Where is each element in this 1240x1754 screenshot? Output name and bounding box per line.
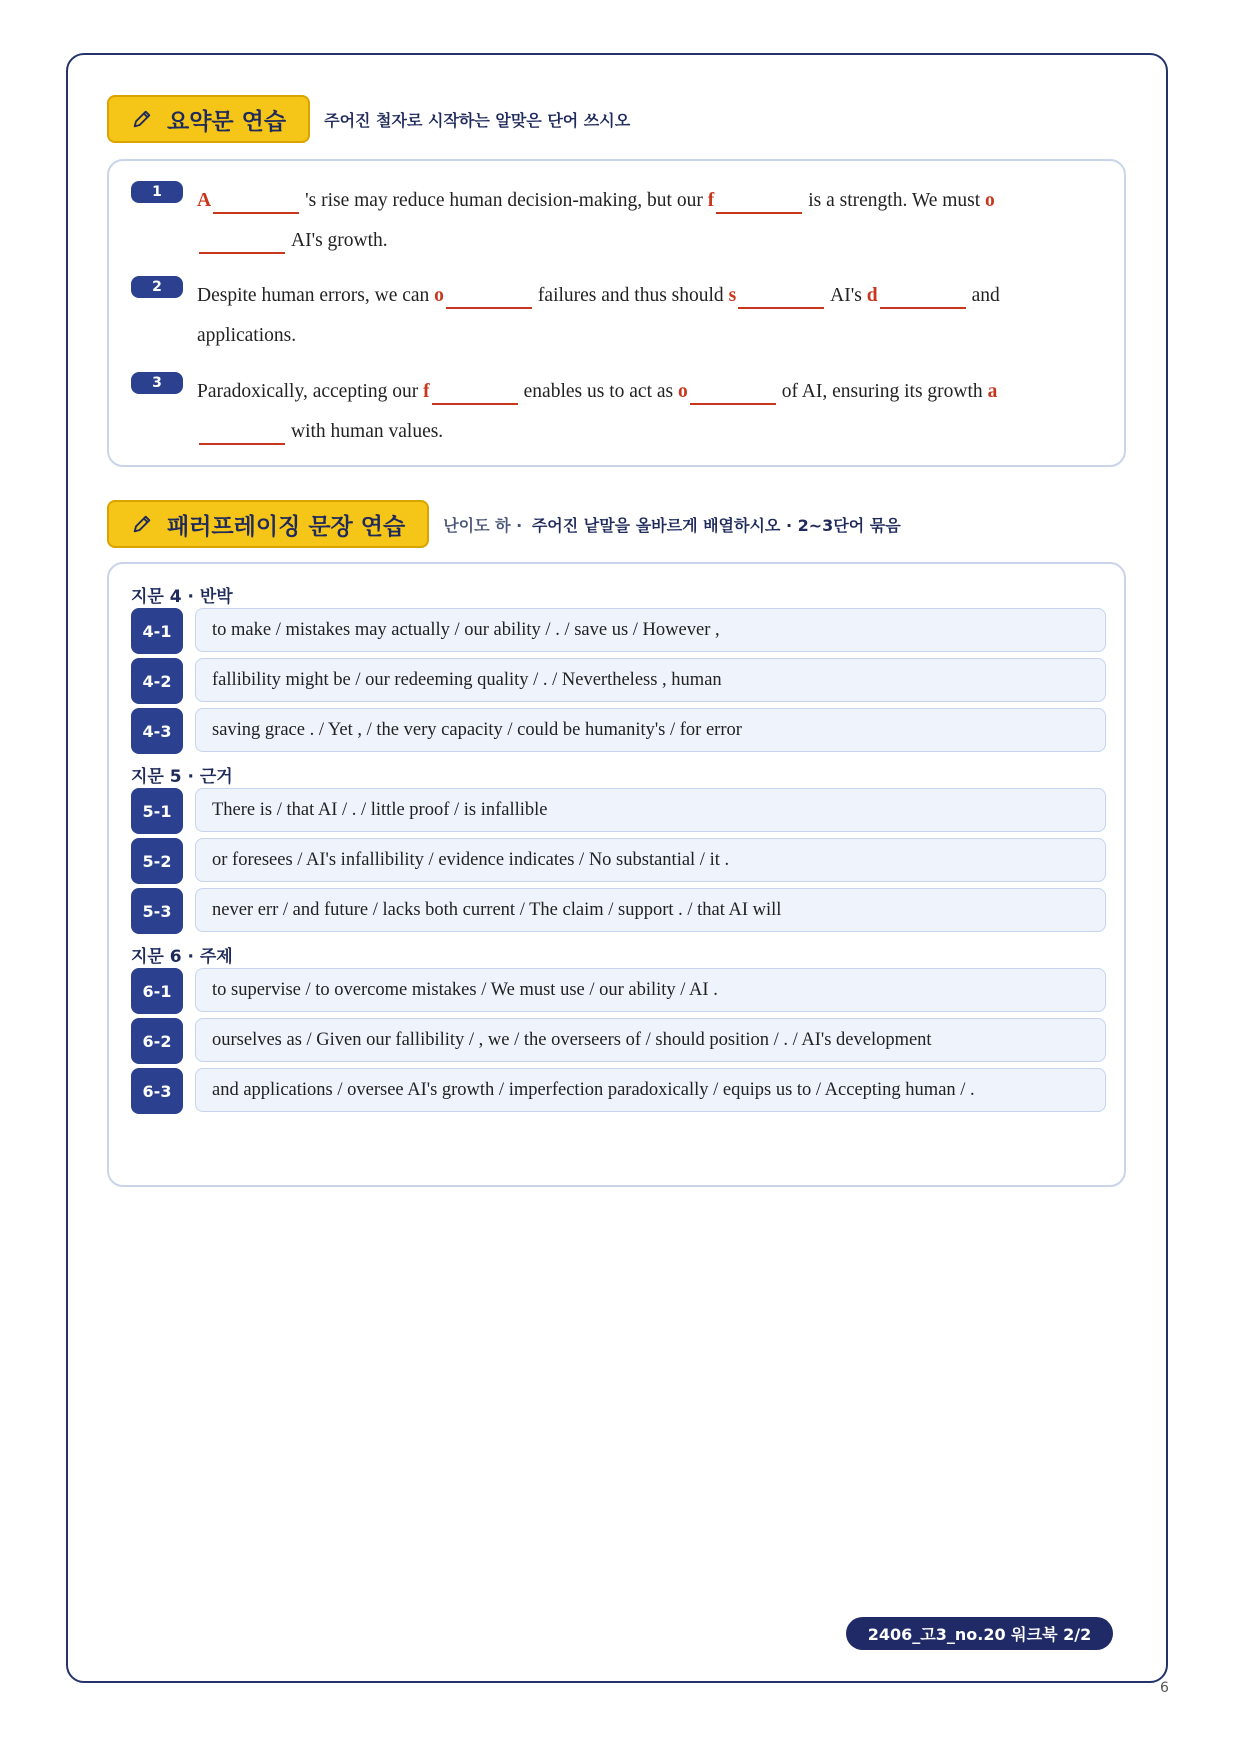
pencil-icon	[131, 108, 153, 130]
answer-blank[interactable]	[446, 285, 532, 309]
word-chunks-box: to supervise / to overcome mistakes / We must use / our ability / AI .	[195, 968, 1106, 1012]
paraphrase-section-header	[107, 500, 901, 548]
paraphrase-instruction	[443, 513, 900, 536]
sentence-fragment: AI's	[830, 285, 867, 306]
row-id-badge: 4-3	[131, 708, 183, 754]
blank-initial-letter: A	[197, 190, 212, 211]
summary-box	[107, 159, 1126, 467]
summary-item	[131, 372, 1084, 452]
paraphrase-instruction-text: 주어진 낱말을 올바르게 배열하시오 · 2~3단어 묶음	[531, 515, 901, 535]
passage-group-label: 지문 4 · 반박	[131, 587, 233, 607]
sentence-fragment: Paradoxically, accepting our	[197, 381, 424, 402]
blank-initial-letter: f	[423, 381, 430, 402]
paraphrase-row	[131, 1068, 1106, 1114]
paraphrase-row	[131, 708, 1106, 754]
word-chunks-box: saving grace . / Yet , / the very capacity / could be humanity's / for error	[195, 708, 1106, 752]
paraphrase-box	[107, 562, 1126, 1187]
blank-initial-letter: d	[866, 285, 878, 306]
word-chunks-box: fallibility might be / our redeeming quality / . / Nevertheless , human	[195, 658, 1106, 702]
summary-instruction: 주어진 철자로 시작하는 알맞은 단어 쓰시오	[324, 110, 631, 130]
sentence-fragment: is a strength. We must	[808, 190, 986, 211]
row-id-badge: 5-1	[131, 788, 183, 834]
sentence-fragment: of AI, ensuring its growth	[781, 381, 988, 402]
summary-item-number: 1	[131, 181, 183, 203]
answer-blank[interactable]	[432, 381, 518, 405]
summary-item	[131, 276, 1084, 356]
paraphrase-row	[131, 888, 1106, 934]
blank-initial-letter: s	[728, 285, 737, 306]
row-id-badge: 5-2	[131, 838, 183, 884]
summary-sentence	[197, 276, 1084, 356]
sentence-fragment: enables us to act as	[523, 381, 678, 402]
blank-initial-letter: o	[677, 381, 688, 402]
blank-initial-letter: o	[434, 285, 444, 306]
summary-section-header	[107, 95, 630, 143]
summary-item-number: 2	[131, 276, 183, 298]
word-chunks-box: or foresees / AI's infallibility / evidence indicates / No substantial / it .	[195, 838, 1106, 882]
row-id-badge: 6-3	[131, 1068, 183, 1114]
answer-blank[interactable]	[213, 190, 299, 214]
sentence-fragment: with human values.	[291, 421, 444, 442]
sentence-fragment: failures and thus should	[537, 285, 729, 306]
paraphrase-row	[131, 1018, 1106, 1064]
row-id-badge: 4-2	[131, 658, 183, 704]
summary-item	[131, 181, 1084, 261]
paraphrase-row	[131, 658, 1106, 704]
paraphrase-section-title: 패러프레이징 문장 연습	[167, 513, 406, 540]
blank-initial-letter: o	[985, 190, 995, 211]
answer-blank[interactable]	[690, 381, 776, 405]
paraphrase-row	[131, 608, 1106, 654]
pencil-icon	[131, 513, 153, 535]
row-id-badge: 6-1	[131, 968, 183, 1014]
answer-blank[interactable]	[738, 285, 824, 309]
summary-sentence	[197, 372, 1084, 452]
row-id-badge: 4-1	[131, 608, 183, 654]
sentence-fragment: and applications.	[197, 285, 1000, 346]
answer-blank[interactable]	[199, 421, 285, 445]
paraphrase-row	[131, 838, 1106, 884]
blank-initial-letter: f	[707, 190, 715, 211]
passage-group-label: 지문 6 · 주제	[131, 947, 233, 967]
word-chunks-box: never err / and future / lacks both current / The claim / support . / that AI will	[195, 888, 1106, 932]
paraphrase-section-tag	[107, 500, 429, 548]
summary-section-tag	[107, 95, 310, 143]
summary-section-title: 요약문 연습	[167, 108, 287, 135]
sentence-fragment: 's rise may reduce human decision-making, but our	[305, 190, 708, 211]
row-id-badge: 5-3	[131, 888, 183, 934]
paraphrase-row	[131, 788, 1106, 834]
sentence-fragment: Despite human errors, we can	[197, 285, 435, 306]
word-chunks-box: and applications / oversee AI's growth / imperfection paradoxically / equips us to / Accepting human / .	[195, 1068, 1106, 1112]
page-number: 6	[1160, 1680, 1169, 1696]
answer-blank[interactable]	[199, 230, 285, 254]
footer-badge: 2406_고3_no.20 워크북 2/2	[846, 1617, 1113, 1650]
summary-item-number: 3	[131, 372, 183, 394]
blank-initial-letter: a	[987, 381, 998, 402]
paraphrase-row	[131, 968, 1106, 1014]
word-chunks-box: to make / mistakes may actually / our ability / . / save us / However ,	[195, 608, 1106, 652]
word-chunks-box: ourselves as / Given our fallibility / , we / the overseers of / should position / . / AI's development	[195, 1018, 1106, 1062]
answer-blank[interactable]	[880, 285, 966, 309]
answer-blank[interactable]	[716, 190, 802, 214]
summary-sentence	[197, 181, 1084, 261]
word-chunks-box: There is / that AI / . / little proof / is infallible	[195, 788, 1106, 832]
passage-group-label: 지문 5 · 근거	[131, 767, 233, 787]
row-id-badge: 6-2	[131, 1018, 183, 1064]
difficulty-level: 난이도 하 ·	[443, 515, 523, 535]
sentence-fragment: AI's growth.	[291, 230, 388, 251]
